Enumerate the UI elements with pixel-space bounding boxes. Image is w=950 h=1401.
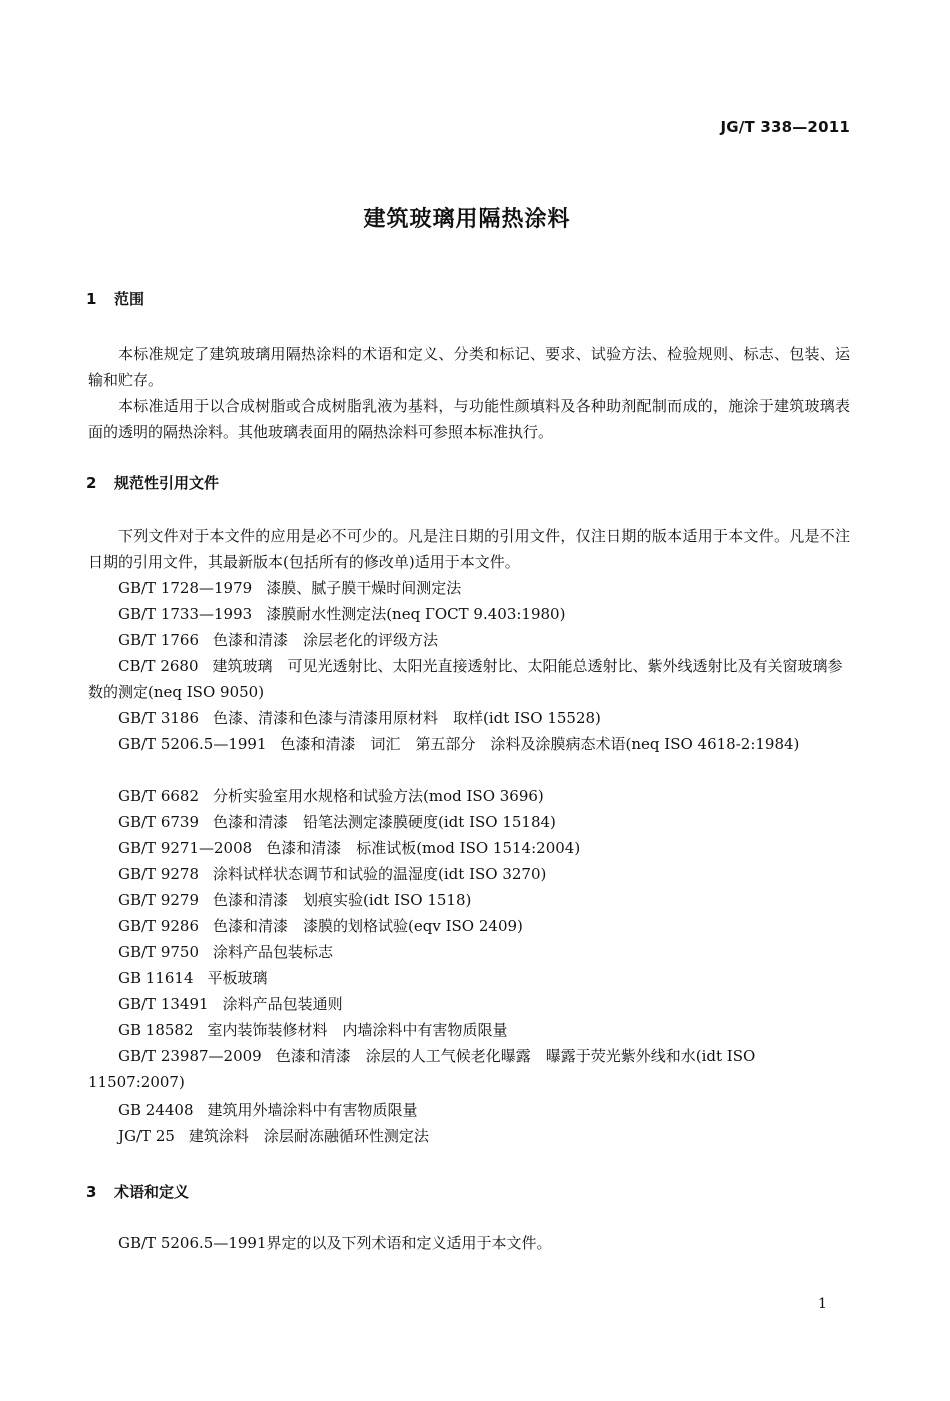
reference-title: 分析实验室用水规格和试验方法(mod ISO 3696) [213,787,544,805]
reference-code: GB/T 9278 [118,865,200,883]
reference-item [88,1043,850,1095]
document-title: 建筑玻璃用隔热涂料 [363,207,571,232]
reference-item [88,783,850,809]
reference-item [88,861,850,887]
reference-item [88,705,850,731]
reference-code: GB/T 1733—1993 [118,605,253,623]
reference-code: JG/T 25 [118,1127,175,1145]
reference-title: 建筑用外墙涂料中有害物质限量 [207,1101,418,1119]
section-title: 术语和定义 [114,1183,190,1201]
reference-title: 色漆和清漆 标准试板(mod ISO 1514:2004) [266,839,581,857]
scope-paragraph: 本标准规定了建筑玻璃用隔热涂料的术语和定义、分类和标记、要求、试验方法、检验规则、标志、包装、运输和贮存。 [88,345,850,389]
reference-title: 漆膜耐水性测定法(neq ГОСТ 9.403:1980) [266,605,566,623]
reference-title: 色漆、清漆和色漆与清漆用原材料 取样(idt ISO 15528) [213,709,601,727]
reference-item [88,1097,850,1123]
reference-code: GB/T 3186 [118,709,200,727]
reference-code: GB/T 6682 [118,787,200,805]
reference-item [88,809,850,835]
scope-paragraph: 本标准适用于以合成树脂或合成树脂乳液为基料，与功能性颜填料及各种助剂配制而成的，施涂于建筑玻璃表面的透明的隔热涂料。其他玻璃表面用的隔热涂料可参照本标准执行。 [88,397,850,441]
reference-title: 色漆和清漆 涂层老化的评级方法 [213,631,439,649]
reference-title: 色漆和清漆 漆膜的划格试验(eqv ISO 2409) [213,917,523,935]
reference-title: 色漆和清漆 词汇 第五部分 涂料及涂膜病态术语(neq ISO 4618-2:1984) [280,735,800,753]
reference-title: 建筑玻璃 可见光透射比、太阳光直接透射比、太阳能总透射比、紫外线透射比及有关窗玻璃参数的测定(neq ISO 9050) [88,657,843,701]
reference-item [88,1123,850,1149]
reference-code: GB/T 9279 [118,891,200,909]
reference-code: GB/T 9271—2008 [118,839,253,857]
reference-code: GB/T 13491 [118,995,209,1013]
reference-title: 色漆和清漆 涂层的人工气候老化曝露 曝露于荧光紫外线和水(idt ISO 11507:2007) [88,1047,756,1091]
section-number: 2 [86,474,97,492]
references-intro: 下列文件对于本文件的应用是必不可少的。凡是注日期的引用文件，仅注日期的版本适用于本文件。凡是不注日期的引用文件，其最新版本(包括所有的修改单)适用于本文件。 [88,527,850,571]
reference-code: GB/T 5206.5—1991 [118,735,267,753]
terms-paragraph: GB/T 5206.5—1991界定的以及下列术语和定义适用于本文件。 [118,1234,552,1252]
section-number: 3 [86,1183,97,1201]
reference-item [88,731,850,757]
reference-code: GB/T 1728—1979 [118,579,253,597]
reference-item [88,887,850,913]
reference-code: GB/T 23987—2009 [118,1047,262,1065]
reference-item [88,913,850,939]
reference-title: 漆膜、腻子膜干燥时间测定法 [266,579,462,597]
reference-item [88,1017,850,1043]
reference-code: GB 11614 [118,969,194,987]
reference-code: GB 24408 [118,1101,194,1119]
section-title: 规范性引用文件 [114,474,220,492]
section-number: 1 [86,290,97,308]
reference-title: 色漆和清漆 划痕实验(idt ISO 1518) [213,891,472,909]
reference-code: GB/T 9750 [118,943,200,961]
reference-title: 建筑涂料 涂层耐冻融循环性测定法 [188,1127,429,1145]
section-title: 范围 [114,290,145,308]
reference-code: GB 18582 [118,1021,194,1039]
section-heading-scope [86,288,144,309]
reference-item [88,835,850,861]
reference-title: 涂料试样状态调节和试验的温湿度(idt ISO 3270) [213,865,547,883]
page-number: 1 [818,1296,827,1312]
reference-code: GB/T 6739 [118,813,200,831]
reference-title: 涂料产品包装标志 [213,943,334,961]
section-heading-normative-references [86,472,219,493]
reference-item [88,965,850,991]
reference-title: 平板玻璃 [207,969,268,987]
reference-title: 室内装饰装修材料 内墙涂料中有害物质限量 [207,1021,508,1039]
section-heading-terms-and-definitions [86,1181,189,1202]
reference-code: GB/T 1766 [118,631,200,649]
standard-code: JG/T 338—2011 [720,118,850,136]
reference-code: CB/T 2680 [118,657,199,675]
reference-item [88,991,850,1017]
reference-item [88,627,850,653]
reference-title: 涂料产品包装通则 [222,995,343,1013]
reference-code: GB/T 9286 [118,917,200,935]
reference-item [88,575,850,601]
reference-title: 色漆和清漆 铅笔法测定漆膜硬度(idt ISO 15184) [213,813,556,831]
reference-item [88,653,850,705]
reference-item [88,601,850,627]
reference-item [88,939,850,965]
